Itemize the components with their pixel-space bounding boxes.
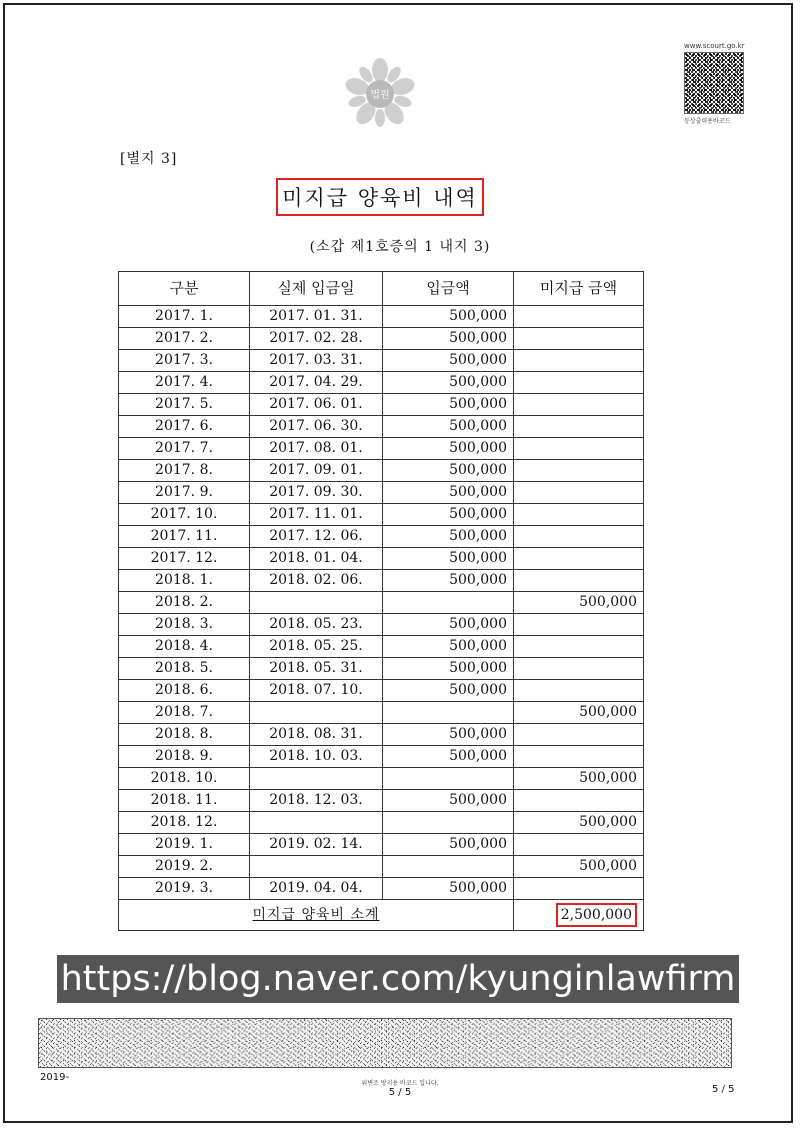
- deposit-date-cell: 2018. 01. 04.: [250, 548, 383, 570]
- period-cell: 2019. 3.: [119, 878, 250, 900]
- table-row: [119, 856, 644, 878]
- deposit-date-cell: [250, 856, 383, 878]
- period-cell: 2017. 12.: [119, 548, 250, 570]
- deposit-date-cell: 2017. 11. 01.: [250, 504, 383, 526]
- deposit-date-cell: 2017. 02. 28.: [250, 328, 383, 350]
- unpaid-amount-cell: [514, 570, 644, 592]
- period-cell: 2018. 10.: [119, 768, 250, 790]
- qr-caption: 등상출력용바코드: [684, 118, 731, 125]
- court-emblem-icon: [344, 56, 416, 128]
- unpaid-amount-cell: [514, 790, 644, 812]
- deposit-amount-cell: 500,000: [383, 350, 514, 372]
- deposit-amount-cell: 500,000: [383, 614, 514, 636]
- deposit-amount-cell: [383, 702, 514, 724]
- total-value: 2,500,000: [556, 903, 637, 927]
- deposit-date-cell: 2018. 08. 31.: [250, 724, 383, 746]
- period-cell: 2017. 1.: [119, 306, 250, 328]
- deposit-amount-cell: 500,000: [383, 658, 514, 680]
- deposit-amount-cell: [383, 592, 514, 614]
- deposit-amount-cell: 500,000: [383, 306, 514, 328]
- period-cell: 2018. 2.: [119, 592, 250, 614]
- unpaid-amount-cell: [514, 614, 644, 636]
- unpaid-amount-cell: [514, 878, 644, 900]
- deposit-date-cell: 2017. 06. 30.: [250, 416, 383, 438]
- total-label: 미지급 양육비 소계: [119, 900, 514, 931]
- total-row: [119, 900, 644, 931]
- unpaid-amount-cell: [514, 746, 644, 768]
- period-cell: 2017. 7.: [119, 438, 250, 460]
- document-title: 미지급 양육비 내역: [276, 178, 484, 216]
- deposit-date-cell: [250, 592, 383, 614]
- deposit-amount-cell: 500,000: [383, 526, 514, 548]
- deposit-amount-cell: [383, 812, 514, 834]
- table-row: [119, 504, 644, 526]
- period-cell: 2018. 8.: [119, 724, 250, 746]
- deposit-date-cell: 2019. 02. 14.: [250, 834, 383, 856]
- period-cell: 2017. 10.: [119, 504, 250, 526]
- period-cell: 2018. 3.: [119, 614, 250, 636]
- period-cell: 2018. 4.: [119, 636, 250, 658]
- deposit-date-cell: 2017. 03. 31.: [250, 350, 383, 372]
- period-cell: 2018. 11.: [119, 790, 250, 812]
- table-row: [119, 482, 644, 504]
- deposit-date-cell: 2017. 01. 31.: [250, 306, 383, 328]
- deposit-date-cell: 2018. 07. 10.: [250, 680, 383, 702]
- table-row: [119, 460, 644, 482]
- qr-block: [684, 42, 754, 125]
- deposit-amount-cell: 500,000: [383, 790, 514, 812]
- table-row: [119, 350, 644, 372]
- unpaid-amount-cell: 500,000: [514, 768, 644, 790]
- period-cell: 2017. 6.: [119, 416, 250, 438]
- period-cell: 2019. 2.: [119, 856, 250, 878]
- period-cell: 2017. 5.: [119, 394, 250, 416]
- deposit-date-cell: [250, 812, 383, 834]
- unpaid-amount-cell: [514, 548, 644, 570]
- deposit-amount-cell: 500,000: [383, 878, 514, 900]
- unpaid-amount-cell: [514, 504, 644, 526]
- deposit-amount-cell: 500,000: [383, 680, 514, 702]
- table-row: [119, 878, 644, 900]
- unpaid-amount-cell: 500,000: [514, 812, 644, 834]
- table-row: [119, 372, 644, 394]
- unpaid-amount-cell: [514, 372, 644, 394]
- table-row: [119, 526, 644, 548]
- footer-page-number: 5 / 5: [712, 1084, 735, 1095]
- deposit-date-cell: 2017. 12. 06.: [250, 526, 383, 548]
- table-row: [119, 834, 644, 856]
- deposit-amount-cell: 500,000: [383, 504, 514, 526]
- period-cell: 2017. 3.: [119, 350, 250, 372]
- unpaid-amount-cell: [514, 834, 644, 856]
- deposit-amount-cell: 500,000: [383, 482, 514, 504]
- deposit-amount-cell: 500,000: [383, 746, 514, 768]
- deposit-date-cell: 2017. 09. 30.: [250, 482, 383, 504]
- unpaid-amount-cell: [514, 658, 644, 680]
- table-row: [119, 306, 644, 328]
- deposit-amount-cell: [383, 856, 514, 878]
- document-subtitle: (소갑 제1호증의 1 내지 3): [309, 239, 491, 255]
- table-row: [119, 592, 644, 614]
- table-header-row: [119, 272, 644, 306]
- period-cell: 2017. 9.: [119, 482, 250, 504]
- table-row: [119, 636, 644, 658]
- blog-watermark: https://blog.naver.com/kyunginlawfirm: [57, 955, 739, 1003]
- unpaid-support-table: [118, 271, 644, 931]
- deposit-date-cell: 2017. 06. 01.: [250, 394, 383, 416]
- deposit-date-cell: 2018. 05. 25.: [250, 636, 383, 658]
- footer-note: 위변조 방지용 바코드 입니다.: [361, 1080, 439, 1087]
- period-cell: 2017. 11.: [119, 526, 250, 548]
- table-row: [119, 658, 644, 680]
- table-row: [119, 768, 644, 790]
- table-row: [119, 812, 644, 834]
- unpaid-amount-cell: [514, 328, 644, 350]
- deposit-date-cell: 2018. 05. 31.: [250, 658, 383, 680]
- deposit-amount-cell: 500,000: [383, 372, 514, 394]
- table-row: [119, 570, 644, 592]
- deposit-amount-cell: 500,000: [383, 328, 514, 350]
- deposit-date-cell: 2018. 02. 06.: [250, 570, 383, 592]
- deposit-date-cell: 2018. 10. 03.: [250, 746, 383, 768]
- deposit-amount-cell: 500,000: [383, 548, 514, 570]
- deposit-date-cell: 2018. 05. 23.: [250, 614, 383, 636]
- table-row: [119, 724, 644, 746]
- footer-center-page: 5 / 5: [388, 1087, 412, 1098]
- deposit-date-cell: 2017. 08. 01.: [250, 438, 383, 460]
- period-cell: 2017. 4.: [119, 372, 250, 394]
- deposit-date-cell: 2019. 04. 04.: [250, 878, 383, 900]
- anti-forgery-barcode: [38, 1018, 732, 1068]
- table-row: [119, 790, 644, 812]
- attachment-label: [별지 3]: [120, 151, 178, 167]
- deposit-date-cell: 2017. 04. 29.: [250, 372, 383, 394]
- emblem-text: 법원: [370, 90, 390, 101]
- table-row: [119, 328, 644, 350]
- period-cell: 2018. 9.: [119, 746, 250, 768]
- table-row: [119, 680, 644, 702]
- deposit-amount-cell: 500,000: [383, 834, 514, 856]
- unpaid-amount-cell: [514, 460, 644, 482]
- deposit-date-cell: 2018. 12. 03.: [250, 790, 383, 812]
- unpaid-amount-cell: [514, 526, 644, 548]
- header-period: 구분: [119, 272, 250, 306]
- deposit-amount-cell: 500,000: [383, 570, 514, 592]
- table-row: [119, 702, 644, 724]
- qr-code-icon: [684, 52, 744, 114]
- deposit-amount-cell: 500,000: [383, 460, 514, 482]
- unpaid-amount-cell: 500,000: [514, 702, 644, 724]
- unpaid-amount-cell: [514, 394, 644, 416]
- period-cell: 2017. 8.: [119, 460, 250, 482]
- deposit-amount-cell: 500,000: [383, 636, 514, 658]
- period-cell: 2018. 7.: [119, 702, 250, 724]
- unpaid-amount-cell: [514, 306, 644, 328]
- deposit-amount-cell: [383, 768, 514, 790]
- period-cell: 2017. 2.: [119, 328, 250, 350]
- period-cell: 2018. 1.: [119, 570, 250, 592]
- unpaid-amount-cell: [514, 416, 644, 438]
- unpaid-amount-cell: [514, 350, 644, 372]
- unpaid-amount-cell: [514, 680, 644, 702]
- unpaid-amount-cell: 500,000: [514, 856, 644, 878]
- deposit-date-cell: 2017. 09. 01.: [250, 460, 383, 482]
- deposit-amount-cell: 500,000: [383, 416, 514, 438]
- unpaid-amount-cell: 500,000: [514, 592, 644, 614]
- deposit-date-cell: [250, 768, 383, 790]
- period-cell: 2019. 1.: [119, 834, 250, 856]
- footer-center: [0, 1078, 800, 1098]
- qr-url: www.scourt.go.kr: [684, 42, 745, 50]
- header-deposit-amount: 입금액: [383, 272, 514, 306]
- period-cell: 2018. 12.: [119, 812, 250, 834]
- footer-left-text: 2019-: [40, 1072, 70, 1083]
- deposit-amount-cell: 500,000: [383, 394, 514, 416]
- table-row: [119, 394, 644, 416]
- header-unpaid-amount: 미지급 금액: [514, 272, 644, 306]
- period-cell: 2018. 6.: [119, 680, 250, 702]
- unpaid-amount-cell: [514, 636, 644, 658]
- unpaid-amount-cell: [514, 724, 644, 746]
- deposit-amount-cell: 500,000: [383, 724, 514, 746]
- table-row: [119, 438, 644, 460]
- table-row: [119, 614, 644, 636]
- table-row: [119, 548, 644, 570]
- table-row: [119, 746, 644, 768]
- table-row: [119, 416, 644, 438]
- header-deposit-date: 실제 입금일: [250, 272, 383, 306]
- unpaid-amount-cell: [514, 438, 644, 460]
- unpaid-amount-cell: [514, 482, 644, 504]
- period-cell: 2018. 5.: [119, 658, 250, 680]
- deposit-amount-cell: 500,000: [383, 438, 514, 460]
- deposit-date-cell: [250, 702, 383, 724]
